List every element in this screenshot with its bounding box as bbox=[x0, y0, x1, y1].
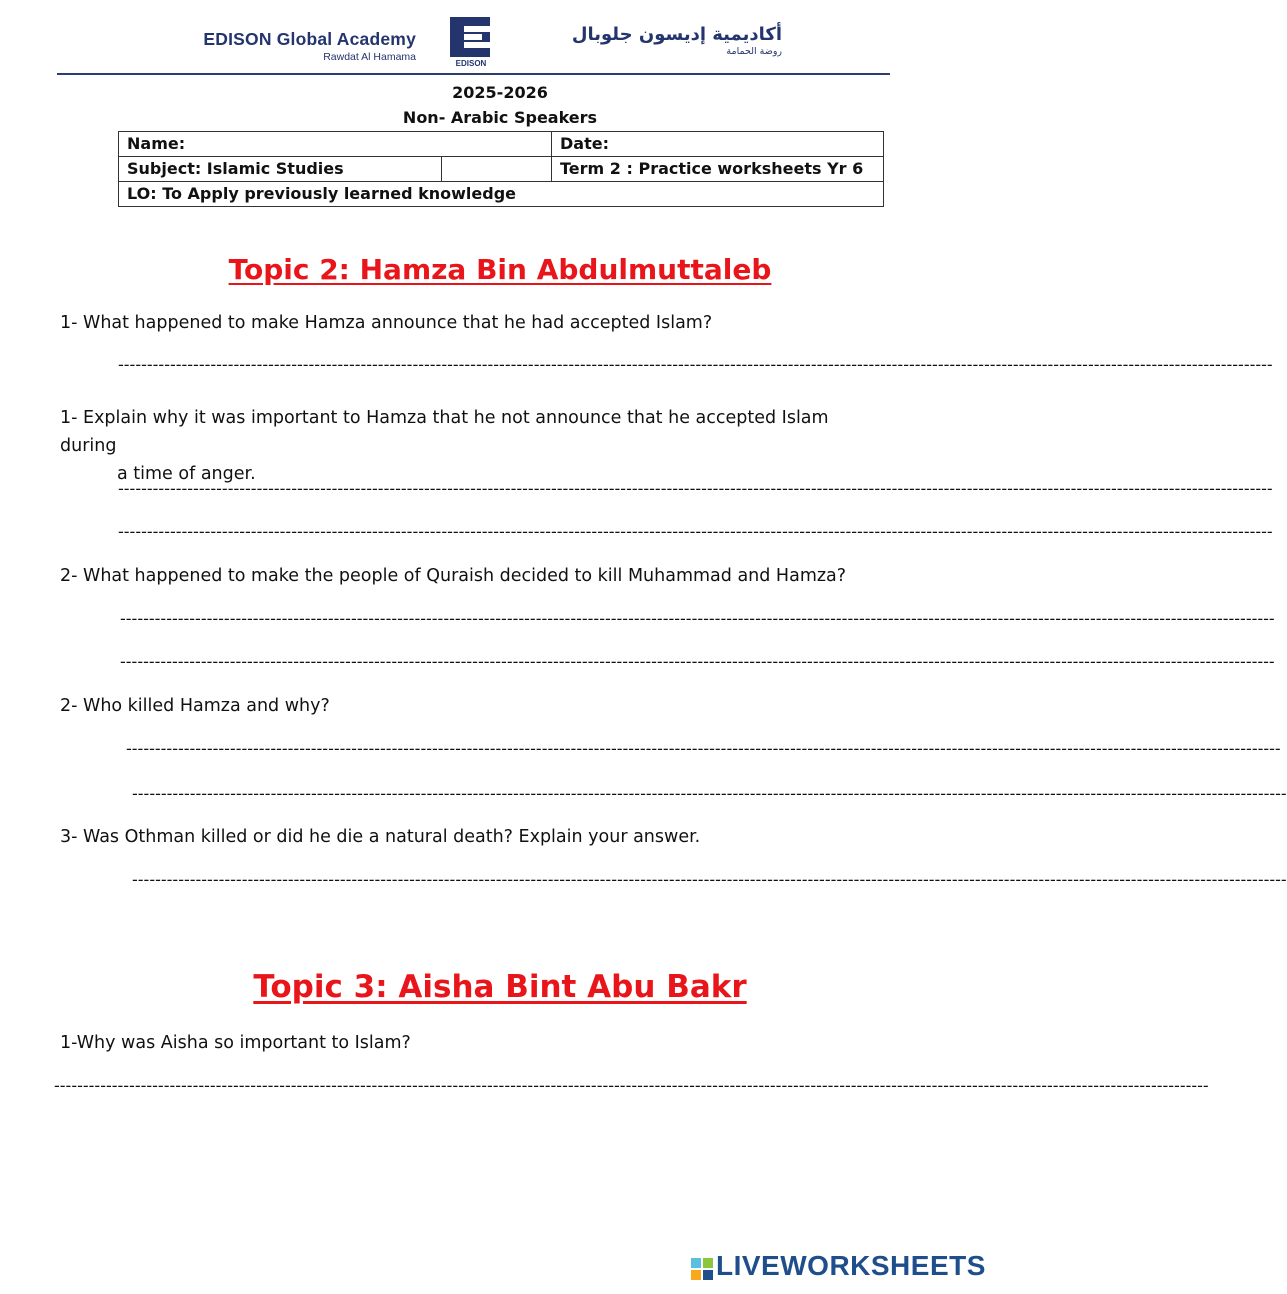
answer-line[interactable]: -------------------------------------------------------------------------------------------------------------------------------------------------------------------------------------------------------- bbox=[126, 739, 1281, 758]
academic-year: 2025-2026 bbox=[452, 83, 548, 102]
liveworksheets-logo-icon bbox=[691, 1258, 713, 1280]
student-info-table bbox=[118, 131, 884, 207]
answer-line[interactable]: -------------------------------------------------------------------------------------------------------------------------------------------------------------------------------------------------------- bbox=[54, 1076, 1209, 1095]
answer-line[interactable]: -------------------------------------------------------------------------------------------------------------------------------------------------------------------------------------------------------- bbox=[120, 609, 1275, 628]
question-topic2-4: 2- Who killed Hamza and why? bbox=[60, 696, 330, 716]
learning-objective-cell: LO: To Apply previously learned knowledge bbox=[119, 182, 884, 207]
question-topic2-1: 1- What happened to make Hamza announce that he had accepted Islam? bbox=[60, 313, 713, 333]
topic-2-title: Topic 2: Hamza Bin Abdulmuttaleb bbox=[228, 253, 772, 286]
audience-label: Non- Arabic Speakers bbox=[402, 108, 598, 127]
logo-wordmark: EDISON bbox=[455, 59, 487, 68]
answer-line[interactable]: -------------------------------------------------------------------------------------------------------------------------------------------------------------------------------------------------------- bbox=[118, 355, 1273, 374]
school-name-en: EDISON Global Academy bbox=[203, 29, 416, 49]
subject-cell: Subject: Islamic Studies bbox=[119, 157, 442, 182]
school-name-en-block bbox=[162, 29, 416, 63]
answer-line[interactable]: -------------------------------------------------------------------------------------------------------------------------------------------------------------------------------------------------------- bbox=[132, 784, 1287, 803]
campus-name-en: Rawdat Al Hamama bbox=[323, 51, 416, 63]
answer-line[interactable]: -------------------------------------------------------------------------------------------------------------------------------------------------------------------------------------------------------- bbox=[120, 652, 1275, 671]
school-name-ar-block bbox=[526, 24, 782, 57]
question-topic2-2 bbox=[60, 404, 890, 488]
topic-3-title: Topic 3: Aisha Bint Abu Bakr bbox=[253, 969, 747, 1005]
question-text-continued: a time of anger. bbox=[117, 464, 256, 484]
question-topic2-3: 2- What happened to make the people of Quraish decided to kill Muhammad and Hamza? bbox=[60, 566, 847, 586]
table-row bbox=[119, 182, 884, 207]
campus-name-ar: روضة الحمامة bbox=[726, 46, 782, 57]
question-topic3-1: 1-Why was Aisha so important to Islam? bbox=[60, 1033, 411, 1053]
question-topic2-5: 3- Was Othman killed or did he die a natural death? Explain your answer. bbox=[60, 827, 701, 847]
empty-cell bbox=[442, 157, 552, 182]
date-field[interactable]: Date: bbox=[552, 132, 884, 157]
header-divider bbox=[57, 73, 890, 75]
table-row bbox=[119, 157, 884, 182]
liveworksheets-brand: LIVEWORKSHEETS bbox=[716, 1250, 986, 1281]
answer-line[interactable]: -------------------------------------------------------------------------------------------------------------------------------------------------------------------------------------------------------- bbox=[118, 479, 1273, 498]
name-field[interactable]: Name: bbox=[119, 132, 552, 157]
table-row bbox=[119, 132, 884, 157]
school-name-ar: أكاديمية إديسون جلوبال bbox=[571, 24, 782, 45]
answer-line[interactable]: -------------------------------------------------------------------------------------------------------------------------------------------------------------------------------------------------------- bbox=[118, 522, 1273, 541]
answer-line[interactable]: -------------------------------------------------------------------------------------------------------------------------------------------------------------------------------------------------------- bbox=[132, 870, 1287, 889]
term-cell: Term 2 : Practice worksheets Yr 6 bbox=[552, 157, 884, 182]
question-text: 1- Explain why it was important to Hamza that he not announce that he accepted Islam during bbox=[60, 408, 829, 456]
